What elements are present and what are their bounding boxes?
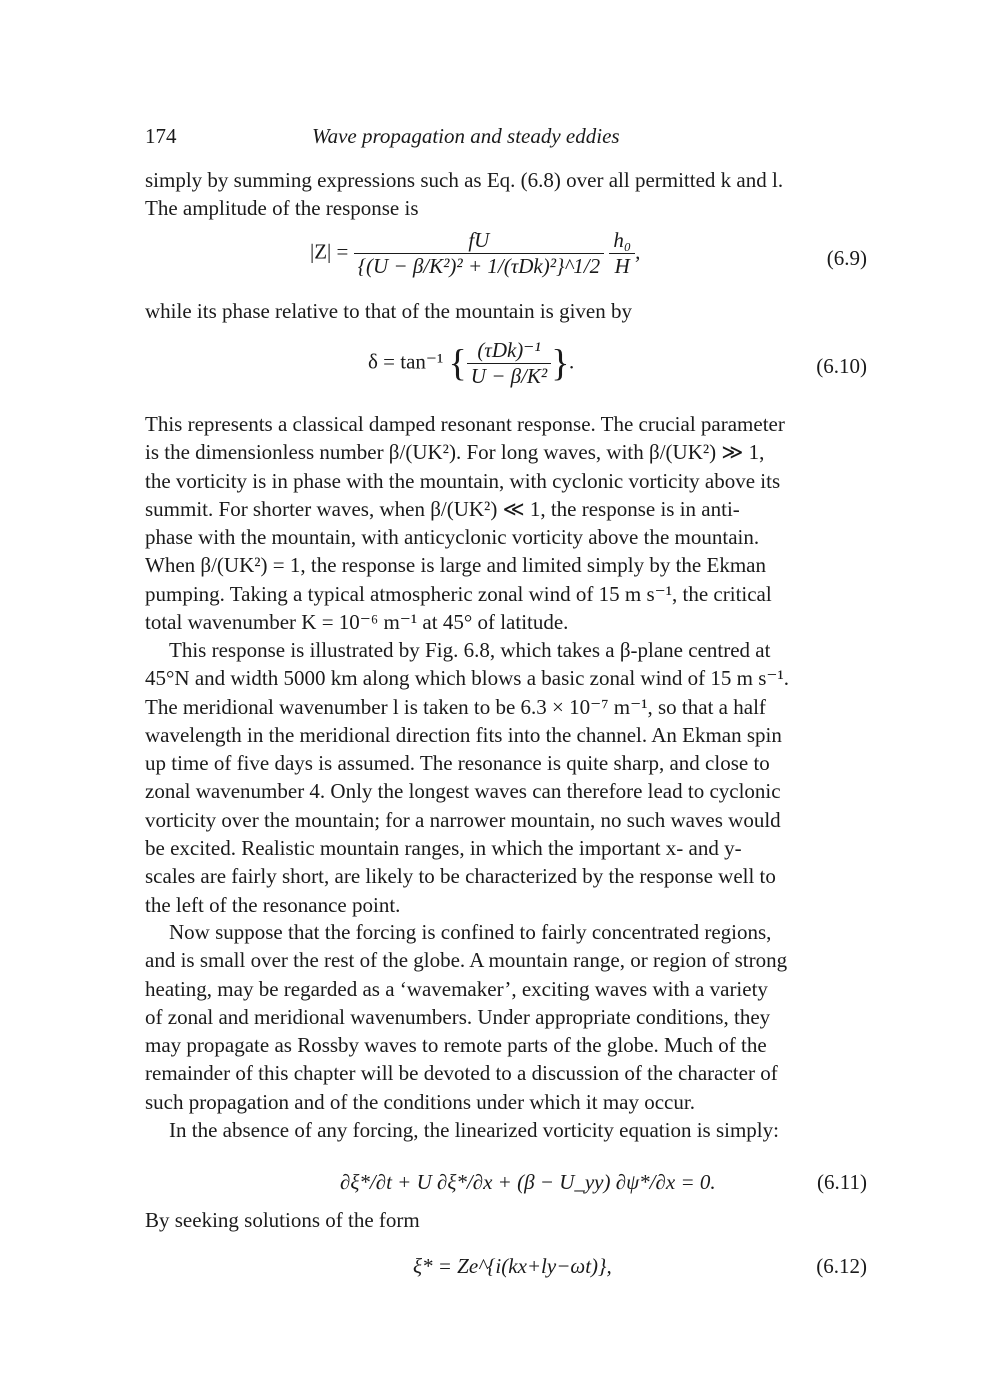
equation-fraction — [467, 338, 551, 389]
page-number: 174 — [145, 124, 177, 148]
equation-factor — [609, 228, 635, 279]
text-line: pumping. Taking a typical atmospheric zonal wind of 15 m s⁻¹, the critical — [145, 581, 772, 606]
text-line: This response is illustrated by Fig. 6.8, which takes a β-plane centred at — [169, 638, 771, 662]
equation-6-10 — [145, 338, 867, 394]
text-line: of zonal and meridional wavenumbers. Under appropriate conditions, they — [145, 1004, 771, 1029]
equation-body: |Z| = $\frac{fU}{\text{\{(U − β/K²)² + 1/(τDk)²\}\textasciicircum{}1/2}}$ $\frac{\text{h₀}}{H}$ , — [310, 228, 641, 278]
equation-fraction — [354, 228, 605, 279]
equation-6-9 — [145, 228, 867, 284]
equation-lhs: |Z| = — [310, 239, 349, 264]
equation-body: δ = tan⁻¹ { $\frac{\text{(τDk)⁻¹}}{\text{U − β/K²}}$ }. — [368, 338, 575, 388]
text-line: may propagate as Rossby waves to remote parts of the globe. Much of the — [145, 1033, 767, 1058]
equation-number: (6.11) — [817, 1170, 867, 1194]
fraction-denominator: {(U − β/K²)² + 1/(τDk)²}^1/2 — [354, 253, 605, 279]
text-line: simply by summing expressions such as Eq. (6.8) over all permitted k and l. — [145, 168, 784, 192]
text-line: summit. For shorter waves, when β/(UK²) ≪ 1, the response is in anti- — [145, 496, 740, 521]
equation-6-12 — [145, 1250, 867, 1306]
equation-number: (6.12) — [816, 1254, 867, 1278]
paragraph-7 — [145, 1206, 867, 1234]
paragraph-5 — [145, 918, 867, 1116]
text-line: The amplitude of the response is — [145, 196, 419, 221]
equation-6-11 — [145, 1156, 867, 1212]
paragraph-4 — [145, 636, 867, 919]
text-line: total wavenumber K = 10⁻⁶ m⁻¹ at 45° of latitude. — [145, 610, 569, 635]
text-line: scales are fairly short, are likely to be characterized by the response well to — [145, 864, 776, 889]
text-line: the vorticity is in phase with the mountain, with cyclonic vorticity above its — [145, 468, 781, 493]
factor-denominator: H — [609, 253, 635, 279]
paragraph-3 — [145, 410, 867, 636]
text-line: phase with the mountain, with anticyclonic vorticity above the mountain. — [145, 525, 760, 550]
paragraph-6 — [145, 1116, 867, 1144]
text-line: This represents a classical damped resonant response. The crucial parameter — [145, 412, 785, 436]
running-title: Wave propagation and steady eddies — [312, 124, 620, 148]
equation-body: ∂ξ*/∂t + U ∂ξ*/∂x + (β − U_yy) ∂ψ*/∂x = 0. — [340, 1170, 716, 1194]
equation-number: (6.10) — [816, 354, 867, 378]
text-line: heating, may be regarded as a ‘wavemaker’, exciting waves with a variety — [145, 976, 768, 1001]
text-line: vorticity over the mountain; for a narrower mountain, no such waves would — [145, 807, 781, 832]
equation-number: (6.9) — [826, 246, 867, 270]
text-line: By seeking solutions of the form — [145, 1208, 420, 1232]
page-header — [145, 124, 867, 154]
fraction-denominator: U − β/K² — [467, 363, 551, 389]
text-line: zonal wavenumber 4. Only the longest waves can therefore lead to cyclonic — [145, 779, 781, 804]
text-line: When β/(UK²) = 1, the response is large and limited simply by the Ekman — [145, 553, 766, 578]
text-line: remainder of this chapter will be devoted to a discussion of the character of — [145, 1061, 778, 1086]
fraction-numerator: fU — [468, 228, 490, 252]
text-line: Now suppose that the forcing is confined to fairly concentrated regions, — [169, 920, 772, 944]
text-line: the left of the resonance point. — [145, 892, 401, 917]
text-line: is the dimensionless number β/(UK²). For long waves, with β/(UK²) ≫ 1, — [145, 440, 765, 465]
text-line: be excited. Realistic mountain ranges, in which the important x- and y- — [145, 836, 742, 861]
text-line: while its phase relative to that of the mountain is given by — [145, 299, 632, 323]
factor-numerator: h₀ — [613, 228, 632, 252]
text-line: up time of five days is assumed. The resonance is quite sharp, and close to — [145, 751, 770, 776]
text-line: In the absence of any forcing, the linearized vorticity equation is simply: — [169, 1118, 779, 1142]
text-line: such propagation and of the conditions under which it may occur. — [145, 1089, 695, 1114]
paragraph-1 — [145, 166, 867, 223]
equation-lhs: δ = tan⁻¹ — [368, 349, 444, 374]
text-line: The meridional wavenumber l is taken to be 6.3 × 10⁻⁷ m⁻¹, so that a half — [145, 694, 766, 719]
equation-body: ξ* = Ze^{i(kx+ly−ωt)}, — [413, 1254, 612, 1278]
text-line: and is small over the rest of the globe. A mountain range, or region of strong — [145, 948, 788, 973]
text-line: 45°N and width 5000 km along which blows a basic zonal wind of 15 m s⁻¹. — [145, 666, 790, 691]
paragraph-2 — [145, 297, 867, 325]
text-line: wavelength in the meridional direction fits into the channel. An Ekman spin — [145, 722, 782, 747]
fraction-numerator: (τDk)⁻¹ — [477, 338, 541, 362]
